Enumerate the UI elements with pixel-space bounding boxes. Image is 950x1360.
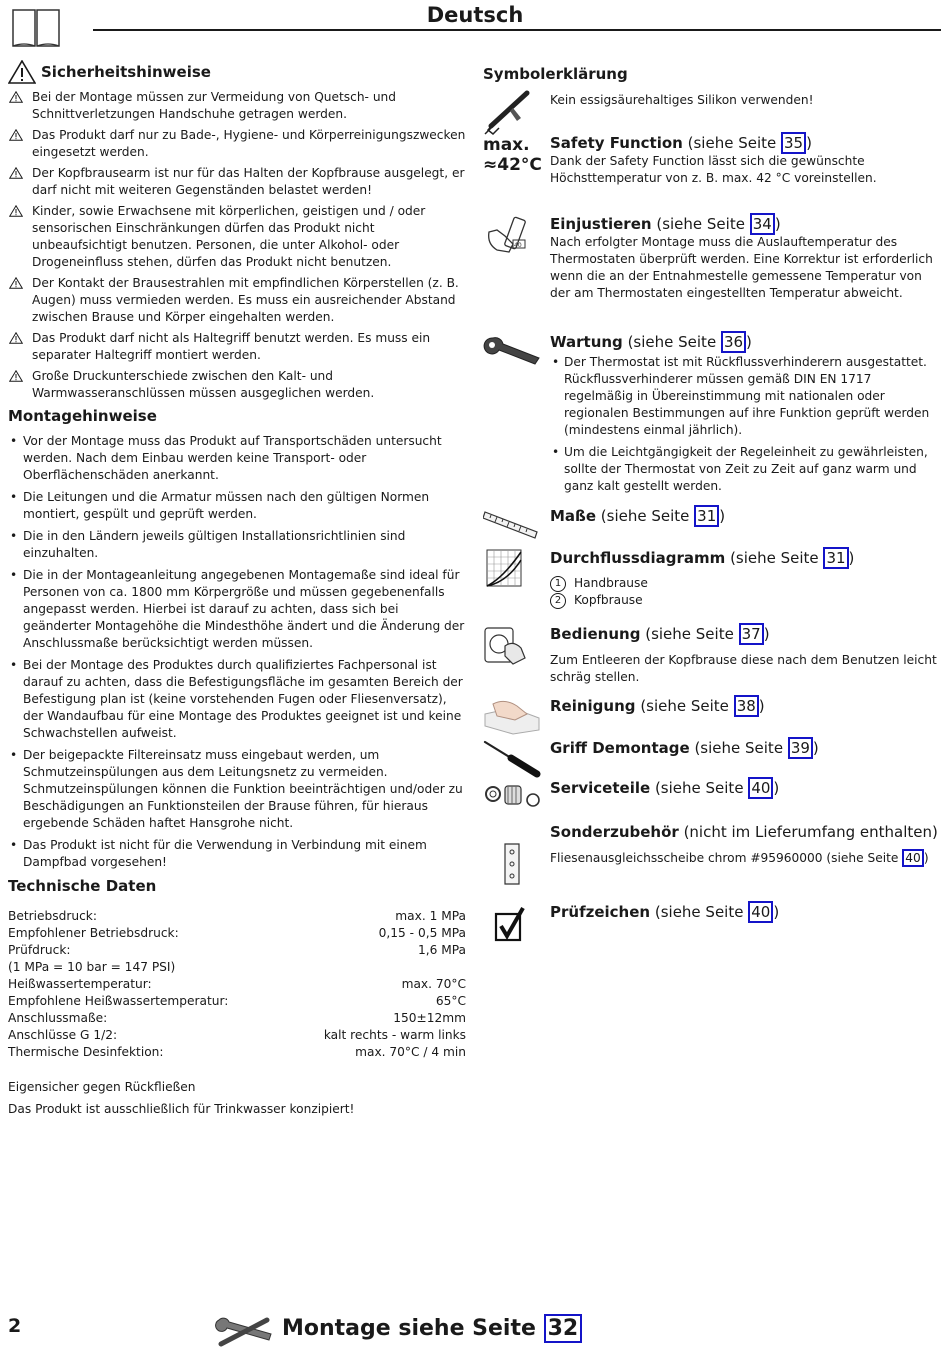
tech-label: Anschlussmaße: [8, 1011, 108, 1025]
cleaning-title: Reinigung [550, 697, 636, 715]
page-ref-text: (siehe Seite [654, 903, 749, 921]
adjust-title: Einjustieren [550, 215, 652, 233]
adjust-heading [550, 214, 943, 234]
tech-label: Betriebsdruck: [8, 909, 97, 923]
flow-heading [550, 548, 943, 568]
mounting-item: • Der beigepackte Filtereinsatz muss eingebaut werden, um Schmutzeinspülungen aus dem Leitungsnetz zu vermeiden. Schmutzeinspülungen können die Funktion beeinträchtigen und/oder zu Beschädigungen an Funktionsteilen der Brause führen, für hieraus ergebende Schäden haftet Hansgrohe nicht. [8, 747, 466, 832]
page-ref-text: (siehe Seite [730, 549, 824, 567]
approval-title: Prüfzeichen [550, 903, 651, 921]
page-link-40[interactable]: 40 [748, 901, 773, 923]
silicone-gun-icon [483, 90, 533, 136]
page-link-38[interactable]: 38 [734, 695, 759, 717]
mounting-list [8, 433, 466, 871]
page-ref-text: (siehe Seite [656, 215, 750, 233]
tech-row [8, 1027, 466, 1044]
paren-close: ) [848, 549, 855, 567]
wrench-icon [483, 334, 543, 368]
mounting-item: • Bei der Montage des Produktes durch qualifiziertes Fachpersonal ist darauf zu achten, dass die Befestigungsfläche im gesamten Bereich der Befestigung plan ist (keine vorstehenden Fugen oder Fliesenversatz), der Wandaufbau für eine Montage des Produktes geeignet ist und keine Schwachstellen aufweist. [8, 657, 466, 742]
parts-heading [550, 778, 943, 798]
number-circle: 1 [550, 576, 566, 592]
page-link-36[interactable]: 36 [721, 331, 746, 353]
accessories-text-line [550, 850, 943, 867]
page-ref-text: (siehe Seite [694, 739, 788, 757]
max-temp: ≈42°C [483, 155, 542, 175]
safety-function-text: Dank der Safety Function lässt sich die gewünschte Höchsttemperatur von z. B. max. 42 °C voreinstellen. [550, 154, 877, 185]
tech-label: Prüfdruck: [8, 943, 71, 957]
safety-function-title: Safety Function [550, 134, 683, 152]
maintenance-list [550, 354, 943, 495]
tech-value: 150±12mm [393, 1011, 466, 1025]
page-link-34[interactable]: 34 [750, 213, 775, 235]
page-link-40[interactable]: 40 [902, 849, 924, 867]
safety-item-text: Das Produkt darf nur zu Bade-, Hygiene- und Körperreinigungszwecken eingesetzt werden. [32, 128, 466, 159]
tech-value: 1,6 MPa [417, 943, 466, 957]
handle-title: Griff Demontage [550, 739, 690, 757]
warning-icon [9, 167, 23, 179]
page-link-37[interactable]: 37 [739, 623, 764, 645]
safety-list [8, 89, 466, 402]
page-link-31[interactable]: 31 [694, 505, 719, 527]
number-circle: 2 [550, 593, 566, 609]
paren-close: ) [763, 625, 770, 643]
flow-diagram-icon [483, 548, 523, 590]
safety-heading [8, 60, 466, 84]
tech-label: Empfohlene Heißwassertemperatur: [8, 994, 229, 1008]
tech-row [8, 976, 466, 993]
safety-item [8, 89, 466, 123]
safety-item-text: Der Kontakt der Brausestrahlen mit empfindlichen Körperstellen (z. B. Augen) muss vermieden werden. Es muss ein ausreichender Abstand zwischen Brause und Körper eingehalten werden. [32, 276, 459, 324]
warning-icon [9, 205, 23, 217]
warning-icon [9, 129, 23, 141]
silicone-text: Kein essigsäurehaltiges Silikon verwenden! [550, 93, 814, 107]
paren-close: ) [719, 507, 726, 525]
tech-value: max. 70°C [401, 977, 466, 991]
mounting-item: • Die in der Montageanleitung angegebenen Montagemaße sind ideal für Personen von ca. 1800 mm Körpergröße und müssen gegebenenfalls angepasst werden. Hierbei ist darauf zu achten, dass sich bei geänderter Montagehöhe die Mindesthöhe ändert und die Änderung der Anschlussmaße berücksichtigt werden müssen. [8, 567, 466, 652]
title-rule [93, 29, 941, 31]
safety-item [8, 368, 466, 402]
flow-item-overhead [550, 592, 943, 609]
warning-triangle-icon [8, 60, 36, 84]
handle-heading [550, 738, 943, 758]
left-column [8, 60, 466, 1118]
tech-value: max. 70°C / 4 min [355, 1045, 466, 1059]
max-temp-icon [483, 135, 547, 175]
maintenance-item: • Um die Leichtgängigkeit der Regeleinheit zu gewährleisten, sollte der Thermostat von Zeit zu Zeit auf ganz warm und ganz kalt gestellt werden. [550, 444, 943, 495]
warning-icon [9, 332, 23, 344]
tech-label: Anschlüsse G 1/2: [8, 1028, 118, 1042]
warning-icon [9, 277, 23, 289]
mounting-item: • Das Produkt ist nicht für die Verwendung in Verbindung mit einem Dampfbad vorgesehen! [8, 837, 466, 871]
page-ref-text: (siehe Seite [687, 134, 781, 152]
manual-book-icon [10, 6, 62, 50]
flow-item-label: Handbrause [574, 576, 648, 590]
flow-item-label: Kopfbrause [574, 593, 643, 607]
page-ref-text: (siehe Seite [600, 507, 695, 525]
page-link-31[interactable]: 31 [823, 547, 848, 569]
flow-title: Durchflussdiagramm [550, 549, 726, 567]
safety-item-text: Der Kopfbrausearm ist nur für das Halten der Kopfbrause ausgelegt, er darf nicht mit weiteren Gegenständen belastet werden! [32, 166, 465, 197]
parts-title: Serviceteile [550, 779, 651, 797]
safety-title: Sicherheitshinweise [41, 63, 211, 81]
tech-row [8, 959, 466, 976]
safety-item [8, 203, 466, 271]
flow-block [550, 548, 943, 609]
paren-close: ) [806, 134, 812, 152]
paren-close: ) [923, 851, 929, 865]
page-title: Deutsch [426, 3, 524, 27]
tech-value: 65°C [435, 994, 466, 1008]
cleaning-cloth-icon [483, 696, 541, 736]
operation-block [550, 624, 943, 686]
safety-item-text: Große Druckunterschiede zwischen den Kalt- und Warmwasseranschlüssen müssen ausgeglichen werden. [32, 369, 375, 400]
safety-item [8, 275, 466, 326]
tools-icon [215, 1310, 275, 1350]
warning-icon [9, 91, 23, 103]
tech-table [8, 908, 466, 1061]
paren-close: ) [812, 739, 819, 757]
mounting-item: • Die in den Ländern jeweils gültigen Installationsrichtlinien sind einzuhalten. [8, 528, 466, 562]
tech-row [8, 1044, 466, 1061]
maintenance-title: Wartung [550, 333, 623, 351]
page-link-40[interactable]: 40 [748, 777, 773, 799]
tech-row [8, 942, 466, 959]
tech-label: Thermische Desinfektion: [8, 1045, 164, 1059]
tech-note: Eigensicher gegen Rückfließen [8, 1080, 196, 1094]
mounting-item: • Vor der Montage muss das Produkt auf Transportschäden untersucht werden. Nach dem Einbau werden keine Transport- oder Oberflächenschäden anerkannt. [8, 433, 466, 484]
safety-item-text: Das Produkt darf nicht als Haltegriff benutzt werden. Es muss ein separater Haltegriff montiert werden. [32, 331, 431, 362]
adjust-block [550, 214, 943, 302]
tile-spacer-icon [501, 842, 523, 886]
approval-heading [550, 902, 943, 922]
accessories-block [550, 822, 943, 867]
warning-icon [9, 370, 23, 382]
adjust-text: Nach erfolgter Montage muss die Auslauftemperatur des Thermostaten überprüft werden. Eine Korrektur ist erforderlich wenn die an der Entnahmestelle gemessene Temperatur von der am Thermostaten eingestellten Temperatur abweicht. [550, 235, 933, 300]
accessories-title: Sonderzubehör [550, 823, 679, 841]
screwdriver-icon [483, 738, 541, 778]
page-ref-text: (siehe Seite [645, 625, 739, 643]
service-parts-icon [483, 778, 543, 818]
safety-item-text: Kinder, sowie Erwachsene mit körperlichen, geistigen und / oder sensorischen Einschränkungen dürfen das Produkt nicht unbeaufsichtigt benutzen. Personen, die unter Alkohol- oder Drogeneinfluss stehen, dürfen das Produkt nicht benutzen. [32, 204, 426, 269]
dimensions-title: Maße [550, 507, 597, 525]
footer-mounting-ref [282, 1314, 582, 1344]
tech-row [8, 908, 466, 925]
tech-label: (1 MPa = 10 bar = 147 PSI) [8, 960, 176, 974]
page-link-32[interactable]: 32 [544, 1314, 583, 1343]
tech-value: max. 1 MPa [395, 909, 466, 923]
dimensions-heading [550, 506, 943, 526]
operation-hand-icon [483, 624, 529, 668]
paren-close: ) [773, 903, 780, 921]
accessories-text: Fliesenausgleichsscheibe chrom #95960000 (siehe Seite [550, 851, 903, 865]
paren-close: ) [774, 215, 781, 233]
tech-value: kalt rechts - warm links [323, 1028, 466, 1042]
footer-text: Montage siehe Seite [282, 1316, 544, 1341]
operation-heading [550, 624, 943, 644]
page-ref-text: (siehe Seite [627, 333, 721, 351]
page-ref-text: (siehe Seite [654, 779, 749, 797]
maintenance-item: • Der Thermostat ist mit Rückflussverhinderern ausgestattet. Rückflussverhinderer müssen gemäß DIN EN 1717 regelmäßig in Übereinstimmung mit nationalen oder regionalen Bestimmungen auf ihre Funktion geprüft werden (mindestens einmal jährlich). [550, 354, 943, 439]
paren-close: ) [773, 779, 780, 797]
symbols-title: Symbolerklärung [483, 65, 628, 83]
tech-label: Empfohlener Betriebsdruck: [8, 926, 179, 940]
safety-item [8, 165, 466, 199]
tech-label: Heißwassertemperatur: [8, 977, 152, 991]
accessories-note: (nicht im Lieferumfang enthalten) [683, 823, 938, 841]
max-label: max. [483, 135, 530, 155]
tech-title: Technische Daten [8, 877, 157, 895]
accessories-heading [550, 822, 943, 842]
safety-item [8, 127, 466, 161]
flow-item-handshower [550, 575, 943, 592]
safety-function-block [550, 133, 943, 187]
safety-function-heading [550, 133, 943, 153]
mounting-item: • Die Leitungen und die Armatur müssen nach den gültigen Normen montiert, gespült und geprüft werden. [8, 489, 466, 523]
safety-item [8, 330, 466, 364]
checkmark-box-icon [493, 906, 527, 944]
maintenance-block [550, 332, 943, 500]
page-ref-text: (siehe Seite [640, 697, 734, 715]
tech-row [8, 1010, 466, 1027]
svg-text:40: 40 [514, 242, 522, 249]
page-link-39[interactable]: 39 [788, 737, 813, 759]
thermometer-hand-icon [483, 214, 535, 258]
mounting-title: Montagehinweise [8, 407, 157, 425]
safety-item-text: Bei der Montage müssen zur Vermeidung von Quetsch- und Schnittverletzungen Handschuhe getragen werden. [32, 90, 397, 121]
paren-close: ) [746, 333, 752, 351]
maintenance-heading [550, 332, 943, 352]
page-link-35[interactable]: 35 [781, 132, 806, 154]
tech-row [8, 925, 466, 942]
tech-note: Das Produkt ist ausschließlich für Trinkwasser konzipiert! [8, 1102, 355, 1116]
tech-row [8, 993, 466, 1010]
tech-value: 0,15 - 0,5 MPa [378, 926, 466, 940]
operation-title: Bedienung [550, 625, 641, 643]
cleaning-heading [550, 696, 943, 716]
operation-text: Zum Entleeren der Kopfbrause diese nach dem Benutzen leicht schräg stellen. [550, 653, 937, 684]
paren-close: ) [758, 697, 765, 715]
page-number: 2 [8, 1315, 22, 1337]
ruler-icon [483, 510, 539, 544]
